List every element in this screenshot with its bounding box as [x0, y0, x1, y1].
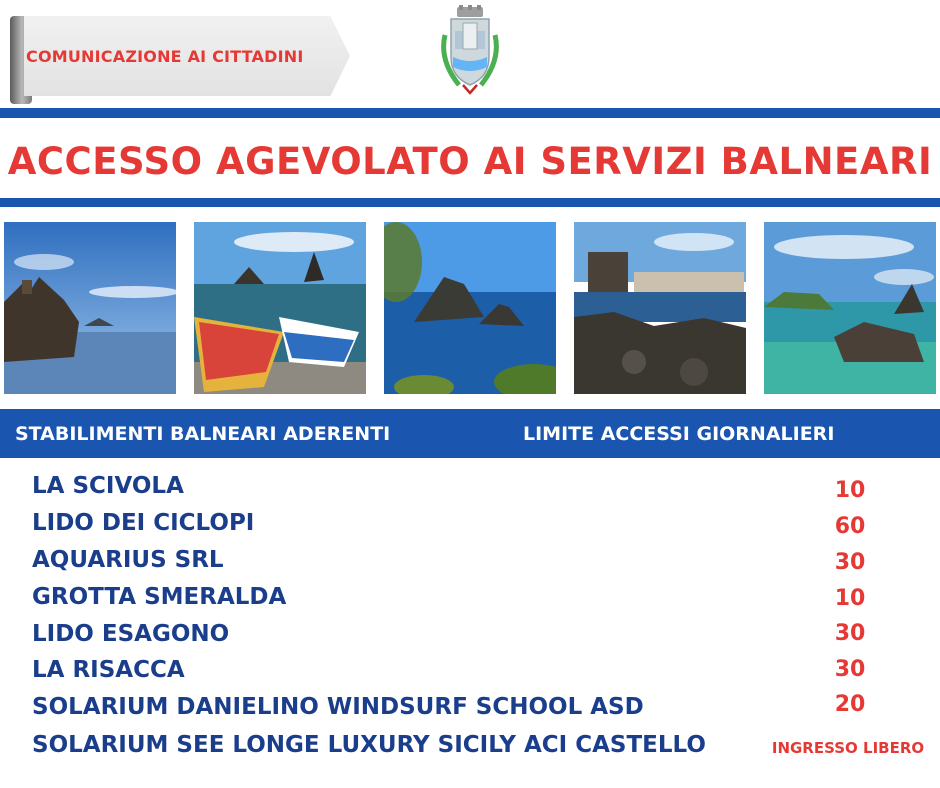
column-header-establishments: STABILIMENTI BALNEARI ADERENTI: [15, 423, 391, 445]
access-limit: 10: [834, 586, 866, 611]
access-limit: 30: [834, 621, 866, 646]
photo-castle-rock: [4, 222, 176, 394]
establishment-name: LA SCIVOLA: [32, 473, 184, 499]
header-divider-top: [0, 108, 940, 118]
establishment-name: GROTTA SMERALDA: [32, 584, 287, 610]
access-limit: 10: [834, 478, 866, 503]
photo-sea-stacks: [384, 222, 556, 394]
column-header-daily-limit: LIMITE ACCESSI GIORNALIERI: [523, 423, 835, 445]
establishment-name: AQUARIUS SRL: [32, 547, 224, 573]
table-header-band: [0, 409, 940, 458]
photo-castle-shore: [574, 222, 746, 394]
page-title: ACCESSO AGEVOLATO AI SERVIZI BALNEARI: [7, 140, 933, 183]
establishment-name: LIDO DEI CICLOPI: [32, 510, 255, 536]
header-divider-bottom: [0, 198, 940, 207]
access-limit: 20: [834, 692, 866, 717]
header-tag-label: COMUNICAZIONE AI CITTADINI: [26, 47, 304, 66]
establishment-name: SOLARIUM DANIELINO WINDSURF SCHOOL ASD: [32, 694, 644, 720]
access-limit: INGRESSO LIBERO: [771, 739, 925, 757]
access-limit: 30: [834, 550, 866, 575]
access-limit: 60: [834, 514, 866, 539]
photo-turquoise-islets: [764, 222, 936, 394]
establishment-name: LIDO ESAGONO: [32, 621, 230, 647]
photo-fishing-boats: [194, 222, 366, 394]
establishment-name: SOLARIUM SEE LONGE LUXURY SICILY ACI CASTELLO: [32, 732, 706, 758]
coat-of-arms-icon: [437, 5, 503, 95]
establishment-name: LA RISACCA: [32, 657, 185, 683]
header-tag-banner: [10, 16, 350, 96]
access-limit: 30: [834, 657, 866, 682]
